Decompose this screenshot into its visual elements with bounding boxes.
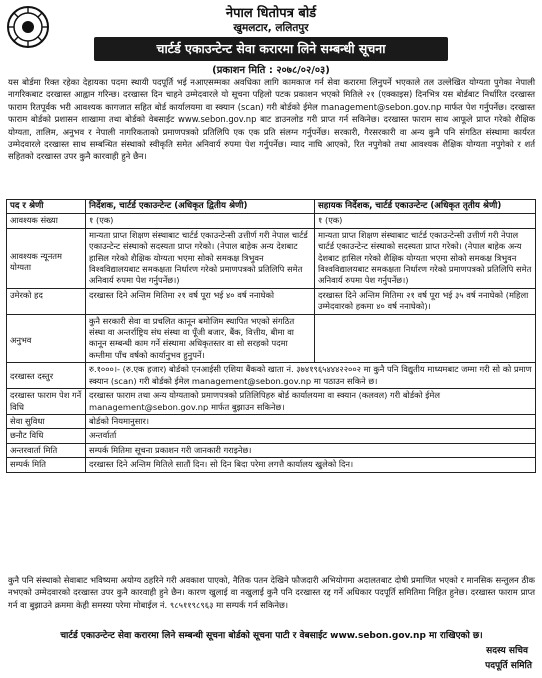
table-row [7, 228, 536, 288]
vacancy-table [6, 199, 536, 473]
table-row [7, 363, 536, 389]
row-cell: मान्यता प्राप्त शिक्षण संस्थाबाट चार्टर्ड एकाउन्टेन्सी उत्तीर्ण गरी नेपाल चार्टर्ड एकाउन्टेन्ट संस्थाको सदस्यता प्राप्त गरेको। (नेपाल बाहेक अन्य देशबाट हासिल गरेको शैक्षिक योग्यता भएमा सोको समकक्ष त्रिभुवन विश्वविद्यालयबाट समकक्षता निर्धारण गरेको प्रमाणपत्रको प्रतिलिपि समेत अनिवार्य रुपमा पेश गर्नुपर्नेछ।) [315, 228, 536, 288]
notice-title-banner: चार्टर्ड एकाउन्टेन्ट सेवा करारमा लिने सम्बन्धी सूचना [94, 37, 448, 61]
table-row [7, 389, 536, 415]
row-cell: दरखास्त दिने अन्तिम मितिमा २१ वर्ष पूरा भई ३५ वर्ष ननाघेको (महिला उम्मेदवारको हकमा ४० वर्ष ननाघेको)। [315, 288, 536, 314]
row-cell: दरखास्त दिने अन्तिम मितिमा २१ वर्ष पूरा भई ४० वर्ष ननाघेको [86, 288, 315, 314]
table-row [7, 214, 536, 228]
org-name: नेपाल धितोपत्र बोर्ड [225, 6, 317, 21]
row-cell: कुनै सरकारी सेवा वा प्रचलित कानून बमोजिम स्थापित भएको संगठित संस्था वा अन्तर्राष्ट्रिय संघ संस्था वा पूँजी बजार, बैंक, वित्तीय, बीमा वा कानून सम्बन्धी काम गर्ने संस्थामा अधिकृतस्तर वा सो सरहको पदमा कम्तीमा पाँच वर्षको कार्यानुभव हुनुपर्ने। [86, 314, 315, 363]
table-header: पद र श्रेणी [7, 200, 86, 214]
row-cell: रु.१०००।- (रु.एक हजार) बोर्डको एनआईसी एशिया बैंकको खाता नं. ३७४१९६५४४४२२००२ मा कुनै पनि विद्युतीय माध्यमबाट जम्मा गरी सो को प्रमाण स्क्यान (scan) गरी बोर्डको ईमेल management@sebon.gov.np मा पठाउन सकिने छ। [86, 363, 536, 389]
row-cell: दरखास्त फाराम तथा अन्य योग्यताको प्रमाणपत्रको प्रतिलिपिहरु बोर्ड कार्यालयमा वा स्क्यान (कलवल) गरी बोर्डको ईमेल management@sebon.gov.np मार्फत बुझाउन सकिनेछ। [86, 389, 536, 415]
table-row [7, 458, 536, 472]
row-label: उमेरको हद [7, 288, 86, 314]
row-label: दरखास्त फाराम पेश गर्ने विधि [7, 389, 86, 415]
row-label: अन्तरवार्ता मिति [7, 443, 86, 457]
row-cell [315, 314, 536, 363]
header [0, 0, 542, 66]
row-label: दरखास्त दस्तुर [7, 363, 86, 389]
publication-date: (प्रकाशन मिति : २०७८/०२/०३) [212, 65, 330, 76]
row-cell: दरखास्त दिने अन्तिम मितिले सातौं दिन। सो दिन बिदा परेमा लगत्तै कार्यालय खुलेको दिन। [86, 458, 536, 472]
table-row [7, 443, 536, 457]
row-label: आवश्यक न्यूनतम योग्यता [7, 228, 86, 288]
org-address: खुमलटार, ललितपुर [233, 22, 309, 34]
table-row [7, 314, 536, 363]
row-label: अनुभव [7, 314, 86, 363]
row-cell: बोर्डको नियमानुसार। [86, 414, 536, 428]
row-cell: अन्तर्वार्ता [86, 429, 536, 443]
signatory-committee: पदपूर्ति समिति [485, 661, 532, 671]
table-header-row [7, 200, 536, 214]
row-label: आवश्यक संख्या [7, 214, 86, 228]
row-label: सेवा सुविधा [7, 414, 86, 428]
table-row [7, 414, 536, 428]
row-cell: मान्यता प्राप्त शिक्षण संस्थाबाट चार्टर्ड एकाउन्टेन्सी उत्तीर्ण गरी नेपाल चार्टर्ड एकाउन्टेन्ट संस्थाको सदस्यता प्राप्त गरेको। (नेपाल बाहेक अन्य देशबाट हासिल गरेको शैक्षिक योग्यता भएमा सोको समकक्ष त्रिभुवन विश्वविद्यालयबाट समकक्षता निर्धारण गरेको प्रमाणपत्रको प्रतिलिपि समेत अनिवार्य रुपमा पेश गर्नुपर्नेछ।) [86, 228, 315, 288]
table-row [7, 429, 536, 443]
row-cell: १ (एक) [86, 214, 315, 228]
signatory-title: सदस्य सचिव [486, 646, 528, 656]
table-header: सहायक निर्देशक, चार्टर्ड एकाउन्टेन्ट (अधिकृत तृतीय श्रेणी) [315, 200, 536, 214]
row-label: छनौट विधि [7, 429, 86, 443]
website-notice: चार्टर्ड एकाउन्टेन्ट सेवा करारमा लिने सम्बन्धी सूचना बोर्डको सूचना पाटी र वेबसाईट www.sebon.gov.np मा राखिएको छ। [60, 631, 483, 641]
row-cell: १ (एक) [315, 214, 536, 228]
row-label: सम्पर्क मिति [7, 458, 86, 472]
row-cell: सम्पर्क मितिमा सूचना प्रकाशन गरी जानकारी गराइनेछ। [86, 443, 536, 457]
intro-paragraph: यस बोर्डमा रिक्त रहेका देहायका पदमा स्थायी पदपूर्ति भई नआएसम्मका अवधिका लागि कामकाज गर्न सेवा करारमा लिनुपर्ने भएकाले तल उल्लेखित योग्यता पुगेका नेपाली नागरिकबाट दरखास्त आह्वान गरिन्छ। दरखास्त दिन चाहने उम्मेदवारले यो सूचना पहिलो पटक प्रकाशन भएको मितिले २१ (एक्काइस) दिनभित्र यस बोर्डबाट निर्धारित दरखास्त फाराम रितपूर्वक भरी आवश्यक कागजात सहित बोर्ड कार्यालयमा वा स्क्यान (scan) गरी बोर्डको ईमेल management@sebon.gov.np मार्फत पेश गर्नुपर्नेछ। दरखास्त फाराम बोर्डको प्रशासन शाखामा तथा बोर्डको वेबसाईट www.sebon.gov.np बाट डाउनलोड गरी प्राप्त गर्न सकिनेछ। दरखास्त फाराम साथ आफूले प्राप्त गरेको शैक्षिक योग्यता, तालिम, अनुभव र नेपाली नागरिकताको प्रमाणपत्रको प्रतिलिपि एक एक प्रति संलग्न गर्नुपर्नेछ। सरकारी, गैरसरकारी वा अन्य कुनै पनि संगठित संस्थामा कार्यरत उम्मेदवारले दरखास्त साथ सम्बन्धित संस्थाको स्वीकृति समेत अनिवार्य रुपमा पेश गर्नुपर्नेछ। म्याद नाघि आएको, रित नपुगेको तथा आवश्यक शैक्षिक योग्यता नपुगेको र शर्त सहितको दरखास्त उपर कुनै कारवाही हुने छैन। [8, 77, 535, 162]
table-row [7, 288, 536, 314]
footer-paragraph: कुनै पनि संस्थाको सेवाबाट भविष्यमा अयोग्य ठहरिने गरी अवकाश पाएको, नैतिक पतन देखिने फौजदारी अभियोगमा अदालतबाट दोषी प्रमाणित भएको र मानसिक सन्तुलन ठीक नभएको उम्मेदवारको दरखास्त उपर कुनै कारवाही हुने छैन। कारण खुलाई वा नखुलाई कुनै पनि दरखास्त रद्द गर्ने अधिकार पदपूर्ति समितिमा निहित हुनेछ। दरखास्त फाराम प्राप्त गर्न वा बुझाउने क्रममा केही समस्या परेमा मोबाईल नं. ९८५११९८९६३ मा सम्पर्क गर्न सकिनेछ। [8, 575, 535, 610]
table-header: निर्देशक, चार्टर्ड एकाउन्टेन्ट (अधिकृत द्वितीय श्रेणी) [86, 200, 315, 214]
